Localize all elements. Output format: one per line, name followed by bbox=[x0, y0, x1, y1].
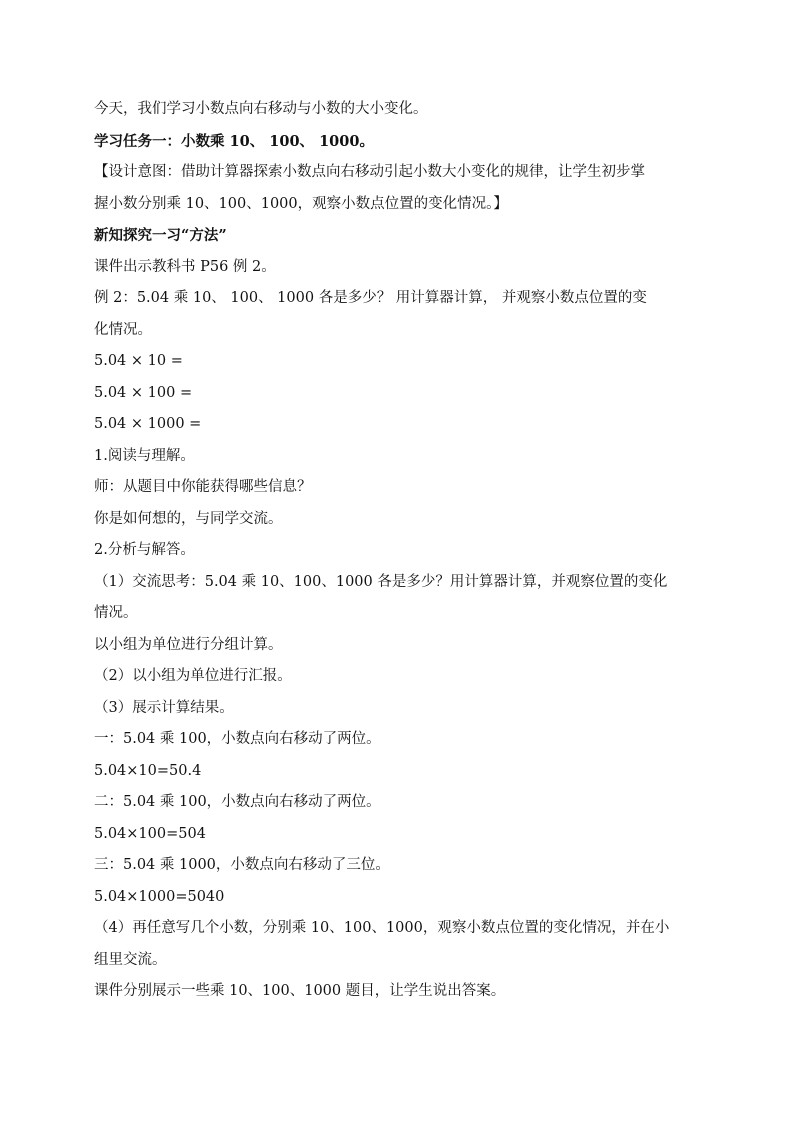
step-heading: 1.阅读与理解。 bbox=[94, 447, 195, 464]
equation-line: 5.04×10=50.4 bbox=[94, 762, 202, 779]
text-line: （3）展示计算结果。 bbox=[94, 699, 234, 716]
design-intent-line: 【设计意图：借助计算器探索小数点向右移动引起小数大小变化的规律，让学生初步掌 bbox=[94, 164, 645, 180]
equation-line: 5.04×100=504 bbox=[94, 825, 206, 842]
result-line: 一：5.04 乘 100，小数点向右移动了两位。 bbox=[94, 731, 381, 747]
text-line: （2）以小组为单位进行汇报。 bbox=[94, 668, 292, 684]
text-line: （1）交流思考：5.04 乘 10、100、1000 各是多少？用计算器计算，并观察位置的变化 bbox=[94, 573, 668, 590]
text-line: 你是如何想的，与同学交流。 bbox=[94, 510, 283, 527]
text-line: （4）再任意写几个小数，分别乘 10、100、1000，观察小数点位置的变化情况，并在小 bbox=[94, 920, 670, 936]
text-line: 师：从题目中你能获得哪些信息？ bbox=[94, 479, 312, 495]
step-heading: 2.分析与解答。 bbox=[94, 542, 195, 558]
equation-line: 5.04×1000=5040 bbox=[94, 888, 225, 905]
document-page bbox=[94, 94, 706, 1008]
result-line: 三：5.04 乘 1000，小数点向右移动了三位。 bbox=[94, 857, 390, 873]
section-heading: 新知探究一习“方法” bbox=[94, 227, 227, 244]
text-line: 课件出示教科书 P56 例 2。 bbox=[94, 258, 276, 275]
example-line: 化情况。 bbox=[94, 321, 152, 338]
example-line: 例 2：5.04 乘 10、 100、 1000 各是多少？ 用计算器计算， 并观察小数点位置的变 bbox=[94, 290, 647, 306]
text-line: 课件分别展示一些乘 10、100、1000 题目，让学生说出答案。 bbox=[94, 983, 506, 999]
equation-line: 5.04 × 1000 = bbox=[94, 416, 202, 432]
text-line: 情况。 bbox=[94, 605, 138, 621]
text-line: 今天，我们学习小数点向右移动与小数的大小变化。 bbox=[94, 101, 428, 117]
equation-line: 5.04 × 100 = bbox=[94, 384, 193, 401]
task-heading: 学习任务一：小数乘 10、 100、 1000。 bbox=[94, 132, 374, 150]
equation-line: 5.04 × 10 = bbox=[94, 353, 183, 369]
text-line: 以小组为单位进行分组计算。 bbox=[94, 636, 283, 653]
result-line: 二：5.04 乘 100，小数点向右移动了两位。 bbox=[94, 794, 381, 810]
text-line: 组里交流。 bbox=[94, 951, 167, 968]
design-intent-line: 握小数分别乘 10、100、1000，观察小数点位置的变化情况。】 bbox=[94, 195, 508, 212]
